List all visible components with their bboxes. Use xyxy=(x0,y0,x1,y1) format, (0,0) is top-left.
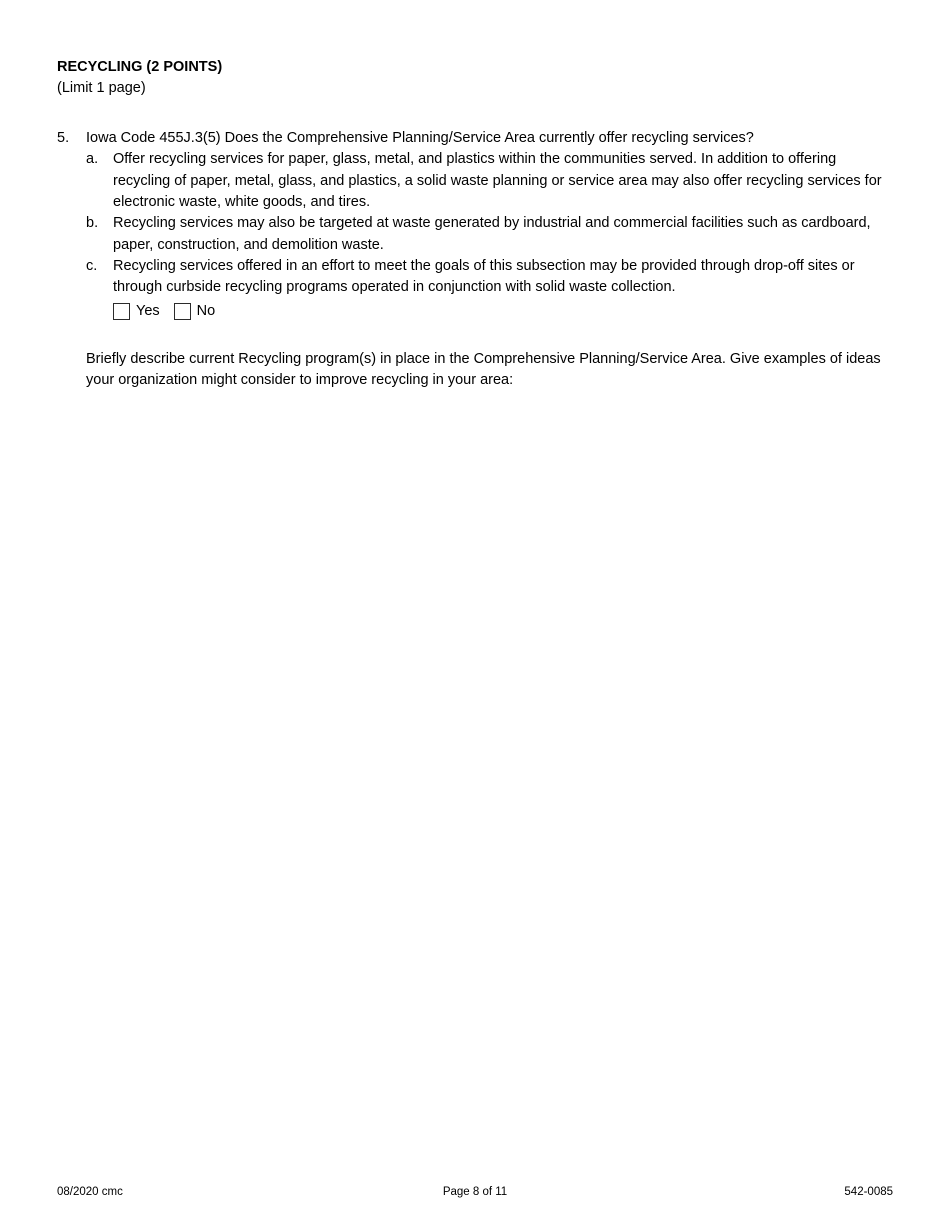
describe-prompt: Briefly describe current Recycling program(s) in place in the Comprehensive Planning/Service Area. Give examples of ideas your organization might consider to improve recycling in your area: xyxy=(86,350,881,389)
question-sub-items xyxy=(86,149,893,298)
sub-item-text: Recycling services offered in an effort to meet the goals of this subsection may be provided through drop-off sites or through curbside recycling programs operated in conjunction with solid waste collection. xyxy=(113,257,855,296)
sub-item-text: Recycling services may also be targeted at waste generated by industrial and commercial facilities such as cardboard, paper, construction, and demolition waste. xyxy=(113,215,871,253)
sub-item-b xyxy=(86,213,893,256)
sub-item-text: Offer recycling services for paper, glass, metal, and plastics within the communities served. In addition to offering recycling of paper, metal, glass, and plastics, a solid waste planning or service area may also offer recycling services for electronic waste, white goods, and tires. xyxy=(113,151,882,210)
footer-page-number: Page 8 of 11 xyxy=(442,1186,508,1199)
question-text: Iowa Code 455J.3(5) Does the Comprehensive Planning/Service Area currently offer recycling services? xyxy=(86,130,754,147)
sub-item-label: b. xyxy=(86,215,99,232)
no-label: No xyxy=(196,302,216,319)
page-footer xyxy=(57,1186,893,1200)
question-5 xyxy=(57,128,893,391)
section-title: RECYCLING (2 POINTS) xyxy=(57,59,223,75)
limit-note: (Limit 1 page) xyxy=(57,80,146,97)
sub-item-label: c. xyxy=(86,257,98,274)
question-number: 5. xyxy=(57,130,70,147)
sub-item-c xyxy=(86,256,893,299)
sub-item-label: a. xyxy=(86,151,99,168)
no-checkbox[interactable] xyxy=(174,303,191,320)
yes-no-options xyxy=(113,301,893,322)
yes-label: Yes xyxy=(136,302,160,319)
footer-revision: 08/2020 cmc xyxy=(57,1186,123,1199)
footer-form-number: 542-0085 xyxy=(844,1186,894,1199)
answer-space[interactable] xyxy=(57,391,893,1186)
sub-item-a xyxy=(86,149,893,213)
yes-checkbox[interactable] xyxy=(113,303,130,320)
